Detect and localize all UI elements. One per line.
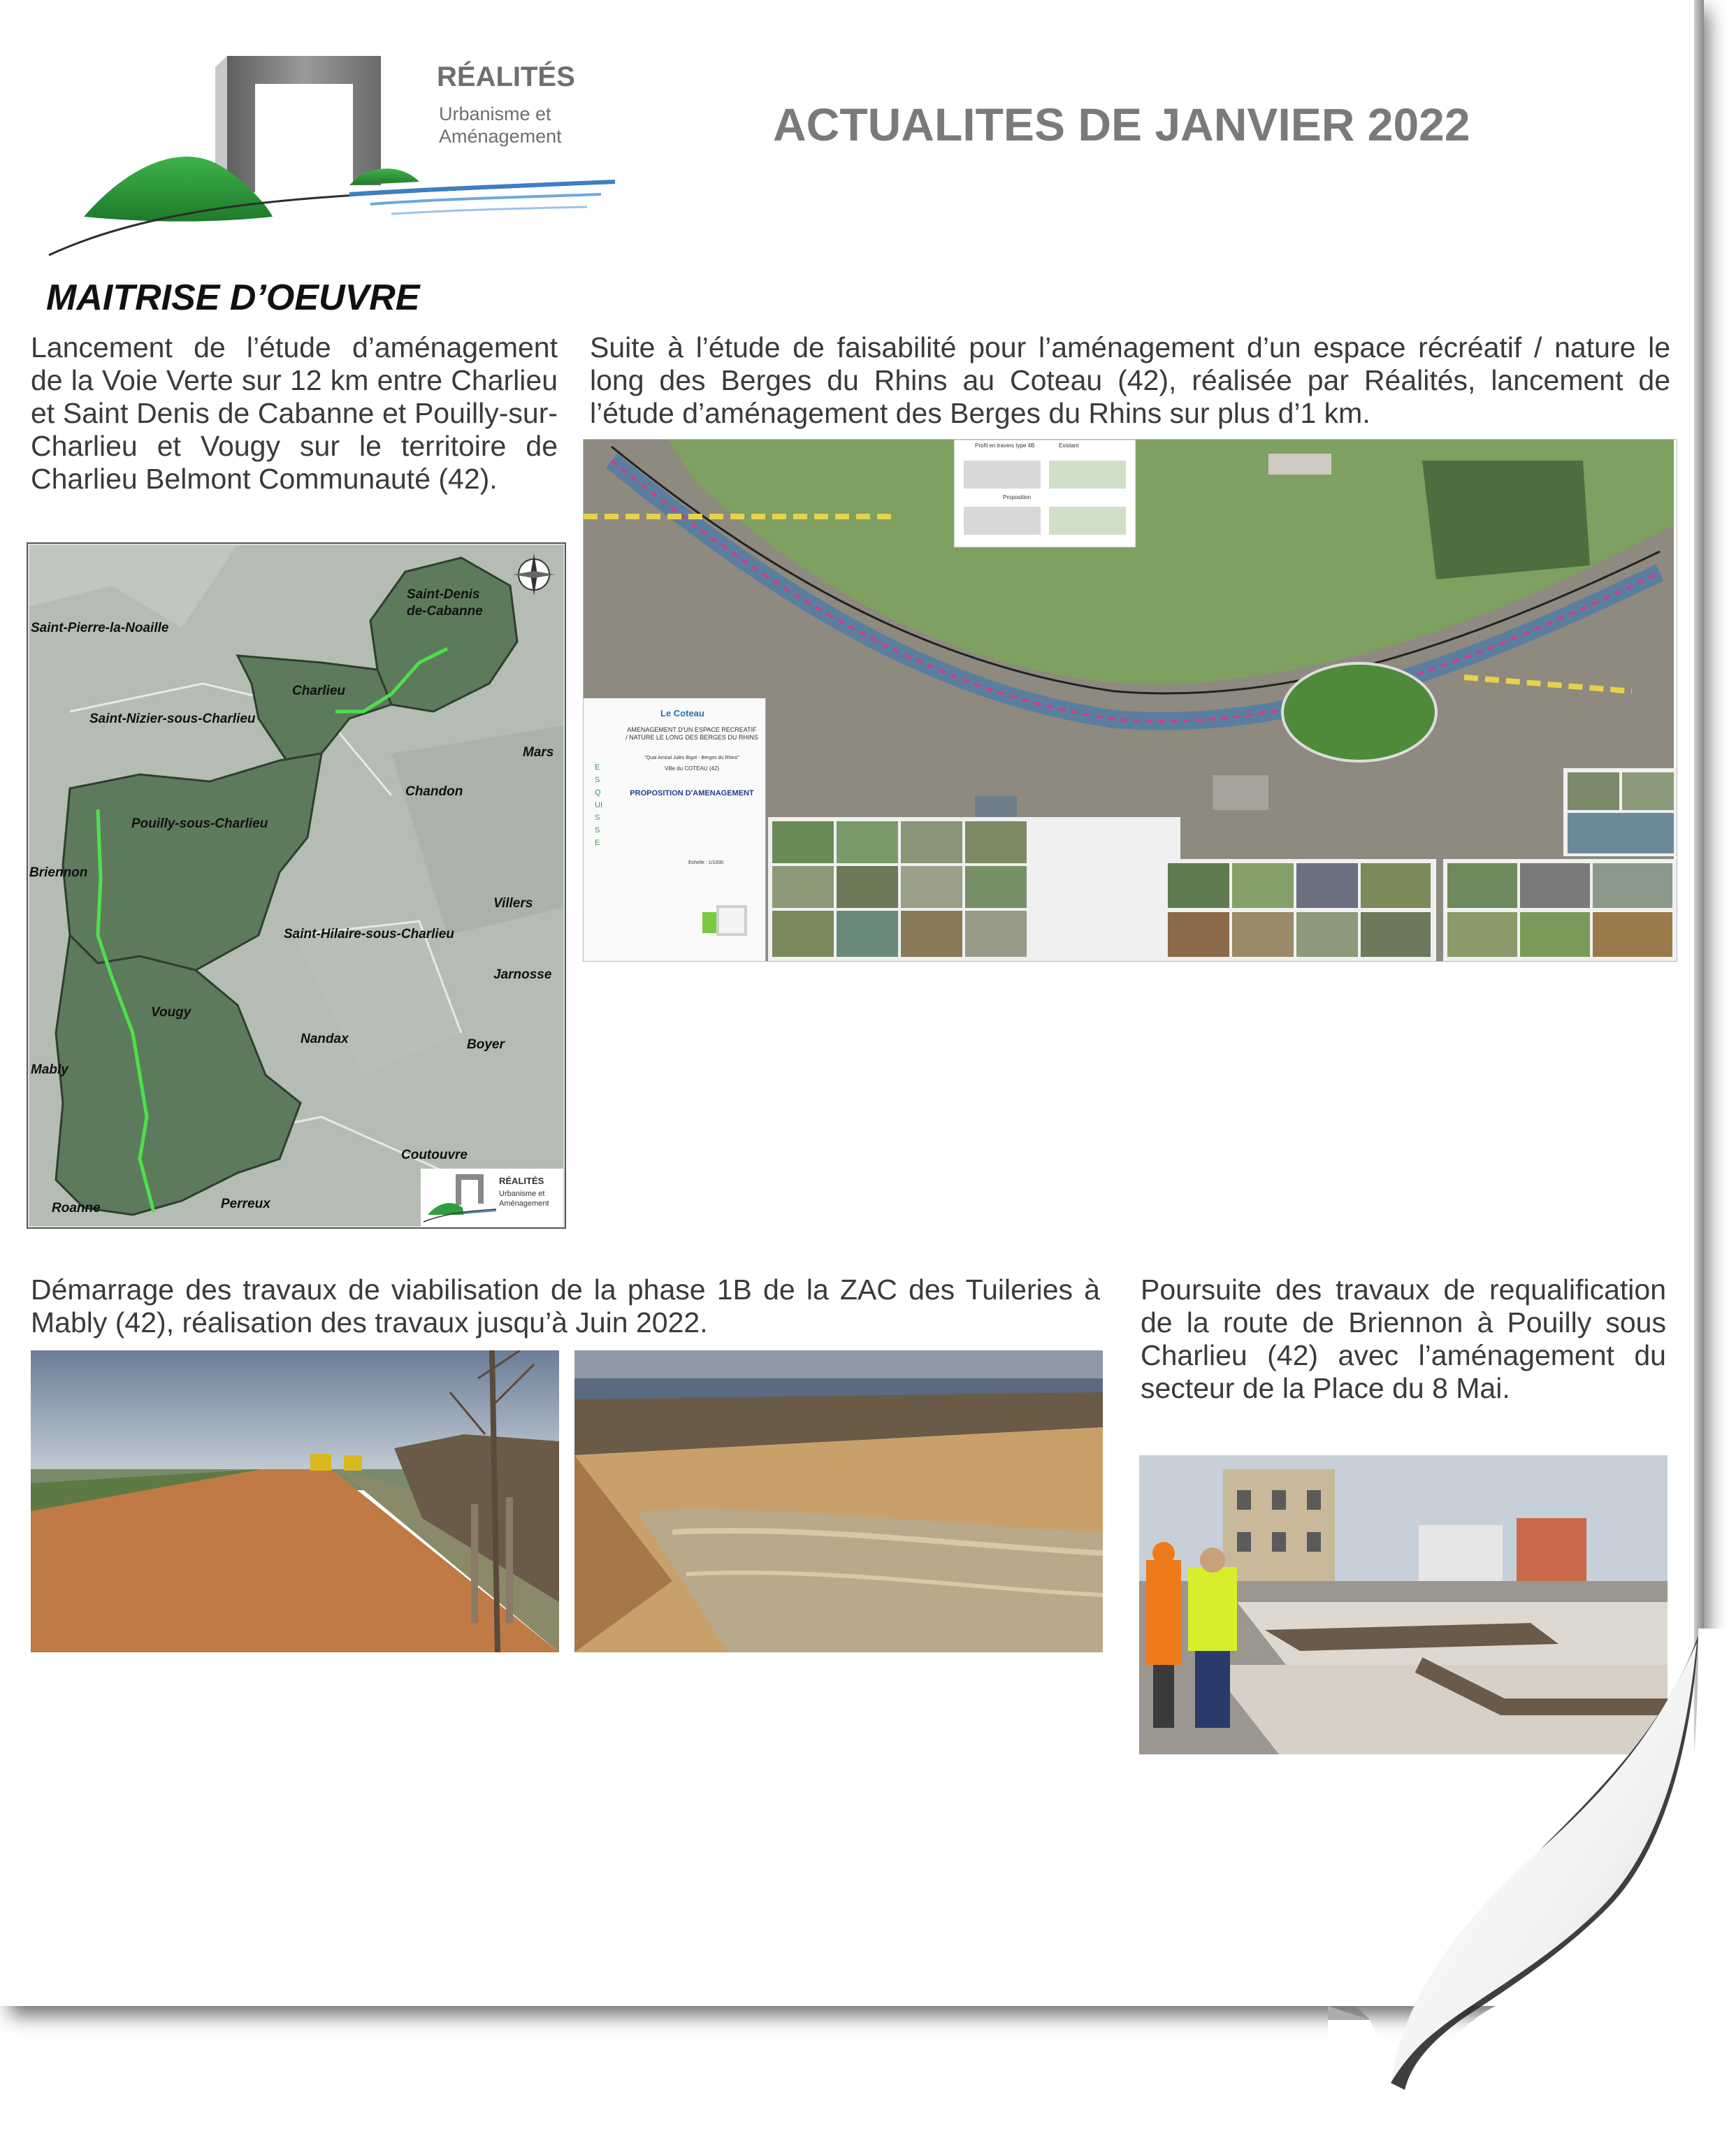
plan-cartouche-logo [702,905,744,940]
map-label-saint-pierre: Saint-Pierre-la-Noaille [31,621,169,635]
map-label-jarnosse: Jarnosse [493,967,552,982]
plan-coupe-title: Profil en travers type 4B [975,442,1035,449]
zac-photo-basin [574,1350,1103,1652]
map-logo-line1: Urbanisme et [499,1190,545,1198]
brand-tagline-1: Urbanisme et [439,103,551,124]
brand-tagline-2: Aménagement [439,126,562,147]
map-label-nandax: Nandax [301,1032,349,1046]
map-label-charlieu: Charlieu [292,684,346,698]
map-label-roanne: Roanne [52,1201,101,1215]
map-label-saint-denis: Saint-Denis [407,587,480,602]
plan-cartouche [584,698,766,961]
section-title: MAITRISE D’OEUVRE [46,277,420,318]
article-voie-verte: Lancement de l’étude d’aménagement de la Voie Verte sur 12 km entre Charlieu et Saint Denis de Cabanne et Pouilly-sur-Charlieu et Vougy sur le territoire de Charlieu Belmont Communauté (42). [31,331,558,495]
map-label-mars: Mars [523,745,554,760]
map-label-de-cabanne: de-Cabanne [407,604,483,619]
map-label-vougy: Vougy [151,1005,191,1020]
map-label-saint-nizier: Saint-Nizier-sous-Charlieu [89,712,256,726]
map-label-villers: Villers [493,896,533,911]
berges-plan [583,439,1677,962]
map-logo-box [421,1169,563,1227]
map-label-saint-hilaire: Saint-Hilaire-sous-Charlieu [284,927,454,941]
map-label-chandon: Chandon [405,784,463,799]
map-logo-graphic [421,1169,498,1225]
zac-photo-basin-graphic [574,1350,1103,1652]
plan-coupe-existing: Existant [1059,442,1079,449]
map-logo-line2: Aménagement [499,1199,549,1208]
map-logo-name: RÉALITÉS [499,1176,544,1186]
article-zac: Démarrage des travaux de viabilisation de la phase 1B de la ZAC des Tuileries à Mably (42), réalisation des travaux jusqu’à Juin 2022. [31,1273,1100,1339]
plan-client: Ville du COTEAU (42) [664,765,720,772]
plan-commune: Le Coteau [660,708,704,719]
plan-esquisse: ESQUISSE [595,763,602,847]
map-label-pouilly: Pouilly-sous-Charlieu [131,816,268,831]
page-curl [1328,1629,1736,2140]
brand-name: RÉALITÉS [437,62,575,92]
map-label-mably: Mably [31,1062,68,1077]
page-curl-graphic [1328,1629,1736,2140]
map-label-coutouvre: Coutouvre [401,1148,468,1162]
voie-verte-map [27,542,566,1229]
plan-coupe-project: Proposition [1003,494,1032,500]
map-label-briennon: Briennon [29,865,88,880]
article-briennon: Poursuite des travaux de requalification de la route de Briennon à Pouilly sous Charlieu (42) avec l’aménagement du secteur de la Place du 8 Mai. [1141,1273,1666,1404]
map-label-perreux: Perreux [221,1197,270,1211]
map-label-boyer: Boyer [467,1037,505,1052]
plan-title: AMENAGEMENT D'UN ESPACE RECREATIF / NATURE LE LONG DES BERGES DU RHINS [625,726,758,741]
zac-photo-road [31,1350,559,1652]
plan-proposal: PROPOSITION D'AMENAGEMENT [630,789,754,798]
article-berges: Suite à l’étude de faisabilité pour l’aménagement d’un espace récréatif / nature le long des Berges du Rhins au Coteau (42), réalisée par Réalités, lancement de l’étude d’aménagement des Berges du Rhins sur plus d’1 km. [590,331,1670,429]
zac-photo-road-graphic [31,1350,559,1652]
map-graphic [28,544,565,1227]
plan-subtitle: "Quai Amiral Jules Bigot - Berges du Rhins" [644,756,739,760]
plan-scale: Echelle : 1/1000 [688,860,724,865]
page-title: ACTUALITES DE JANVIER 2022 [773,99,1470,150]
